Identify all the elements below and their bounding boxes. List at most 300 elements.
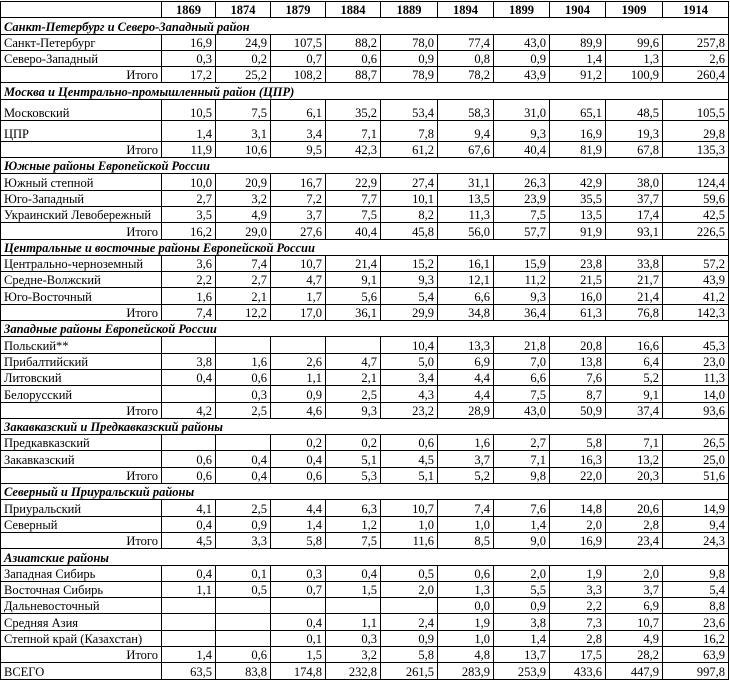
value-cell: 12,1	[438, 272, 494, 288]
value-cell: 2,0	[381, 581, 438, 597]
year-header: 1869	[162, 2, 216, 18]
value-cell: 2,0	[494, 565, 550, 581]
value-cell: 7,4	[438, 500, 494, 516]
value-cell: 16,3	[550, 451, 606, 467]
region-row	[1, 206, 729, 222]
value-cell: 1,0	[438, 630, 494, 646]
value-cell: 226,5	[663, 223, 729, 239]
value-cell: 14,0	[663, 386, 729, 402]
value-cell: 0,3	[271, 565, 326, 581]
value-cell: 8,5	[438, 532, 494, 548]
value-cell: 4,9	[606, 630, 663, 646]
value-cell: 7,5	[216, 99, 271, 120]
value-cell: 4,3	[381, 386, 438, 402]
value-cell	[162, 598, 216, 614]
value-cell: 260,4	[663, 67, 729, 83]
subtotal-label: Итого	[1, 402, 162, 418]
value-cell: 0,4	[271, 614, 326, 630]
value-cell: 7,5	[494, 386, 550, 402]
value-cell: 1,9	[550, 565, 606, 581]
value-cell: 16,0	[550, 288, 606, 304]
value-cell: 9,4	[663, 516, 729, 532]
subtotal-label: Итого	[1, 646, 162, 662]
section-header-row	[1, 321, 729, 337]
value-cell: 1,3	[606, 50, 663, 66]
value-cell: 48,5	[606, 99, 663, 120]
value-cell: 7,1	[494, 451, 550, 467]
grand-total-value: 253,9	[494, 663, 550, 679]
value-cell: 88,7	[326, 67, 381, 83]
value-cell: 3,3	[216, 532, 271, 548]
value-cell: 5,0	[381, 353, 438, 369]
value-cell	[162, 630, 216, 646]
value-cell: 13,7	[494, 646, 550, 662]
value-cell: 7,6	[550, 369, 606, 385]
region-label: Юго-Восточный	[1, 288, 162, 304]
value-cell: 0,6	[438, 565, 494, 581]
value-cell: 20,8	[550, 337, 606, 353]
value-cell: 1,9	[438, 614, 494, 630]
region-row	[1, 516, 729, 532]
value-cell: 43,0	[494, 402, 550, 418]
value-cell: 7,1	[606, 435, 663, 451]
value-cell: 59,6	[663, 190, 729, 206]
value-cell: 99,6	[606, 34, 663, 50]
value-cell: 1,5	[271, 646, 326, 662]
value-cell: 2,8	[550, 630, 606, 646]
value-cell: 11,9	[162, 141, 216, 157]
value-cell: 29,9	[381, 304, 438, 320]
value-cell: 4,9	[216, 206, 271, 222]
value-cell: 58,3	[438, 99, 494, 120]
value-cell: 3,2	[216, 190, 271, 206]
value-cell: 8,8	[663, 598, 729, 614]
subtotal-label: Итого	[1, 467, 162, 483]
value-cell: 2,1	[326, 369, 381, 385]
value-cell: 10,0	[162, 174, 216, 190]
value-cell: 108,2	[271, 67, 326, 83]
value-cell: 56,0	[438, 223, 494, 239]
section-header-row	[1, 484, 729, 500]
value-cell: 7,5	[326, 532, 381, 548]
value-cell: 2,8	[606, 516, 663, 532]
value-cell: 16,9	[550, 532, 606, 548]
value-cell: 93,6	[663, 402, 729, 418]
value-cell: 17,5	[550, 646, 606, 662]
value-cell: 135,3	[663, 141, 729, 157]
region-row	[1, 99, 729, 120]
value-cell: 12,2	[216, 304, 271, 320]
value-cell: 257,8	[663, 34, 729, 50]
subtotal-row	[1, 646, 729, 662]
value-cell: 11,3	[438, 206, 494, 222]
value-cell: 0,5	[381, 565, 438, 581]
year-header: 1874	[216, 2, 271, 18]
value-cell: 2,6	[271, 353, 326, 369]
grand-total-value: 283,9	[438, 663, 494, 679]
subtotal-label: Итого	[1, 223, 162, 239]
section-header-row	[1, 158, 729, 174]
value-cell: 0,2	[271, 435, 326, 451]
value-cell: 2,7	[216, 272, 271, 288]
value-cell: 23,0	[663, 353, 729, 369]
value-cell: 16,6	[606, 337, 663, 353]
value-cell: 23,8	[550, 255, 606, 271]
value-cell: 78,2	[438, 67, 494, 83]
value-cell: 25,0	[663, 451, 729, 467]
value-cell: 0,6	[216, 646, 271, 662]
value-cell: 9,3	[381, 272, 438, 288]
region-label: ЦПР	[1, 120, 162, 141]
value-cell: 67,8	[606, 141, 663, 157]
value-cell: 20,6	[606, 500, 663, 516]
value-cell: 0,6	[162, 467, 216, 483]
value-cell: 22,0	[550, 467, 606, 483]
value-cell: 35,2	[326, 99, 381, 120]
subtotal-row	[1, 532, 729, 548]
section-header-row	[1, 418, 729, 434]
value-cell: 77,4	[438, 34, 494, 50]
value-cell: 21,8	[494, 337, 550, 353]
value-cell: 13,5	[550, 206, 606, 222]
value-cell: 6,6	[438, 288, 494, 304]
section-header-row	[1, 239, 729, 255]
grand-total-value: 174,8	[271, 663, 326, 679]
value-cell: 8,2	[381, 206, 438, 222]
value-cell: 2,6	[663, 50, 729, 66]
region-label: Степной край (Казахстан)	[1, 630, 162, 646]
value-cell: 10,4	[381, 337, 438, 353]
value-cell: 24,9	[216, 34, 271, 50]
value-cell: 31,1	[438, 174, 494, 190]
value-cell: 45,3	[663, 337, 729, 353]
value-cell: 5,3	[326, 467, 381, 483]
value-cell: 3,4	[271, 120, 326, 141]
value-cell: 9,3	[494, 120, 550, 141]
value-cell	[162, 435, 216, 451]
value-cell: 45,8	[381, 223, 438, 239]
value-cell: 9,8	[663, 565, 729, 581]
year-header-row	[1, 2, 729, 18]
value-cell: 0,5	[216, 581, 271, 597]
value-cell: 3,2	[326, 646, 381, 662]
value-cell: 7,1	[326, 120, 381, 141]
value-cell	[216, 630, 271, 646]
value-cell: 142,3	[663, 304, 729, 320]
value-cell: 17,0	[271, 304, 326, 320]
value-cell: 2,0	[606, 565, 663, 581]
value-cell: 4,8	[438, 646, 494, 662]
value-cell: 5,8	[271, 532, 326, 548]
value-cell: 0,3	[162, 50, 216, 66]
value-cell: 16,1	[438, 255, 494, 271]
value-cell: 3,4	[381, 369, 438, 385]
value-cell: 13,3	[438, 337, 494, 353]
value-cell: 1,1	[271, 369, 326, 385]
grand-total-value: 63,5	[162, 663, 216, 679]
value-cell: 2,7	[162, 190, 216, 206]
value-cell: 67,6	[438, 141, 494, 157]
value-cell: 9,8	[494, 467, 550, 483]
region-label: Московский	[1, 99, 162, 120]
value-cell	[271, 337, 326, 353]
region-label: Средне-Волжский	[1, 272, 162, 288]
value-cell	[162, 337, 216, 353]
value-cell: 37,4	[606, 402, 663, 418]
region-row	[1, 565, 729, 581]
value-cell: 3,7	[438, 451, 494, 467]
value-cell: 14,8	[550, 500, 606, 516]
value-cell: 0,6	[162, 451, 216, 467]
value-cell: 4,4	[438, 369, 494, 385]
value-cell: 1,0	[381, 516, 438, 532]
value-cell: 19,3	[606, 120, 663, 141]
value-cell: 7,2	[271, 190, 326, 206]
value-cell: 9,1	[326, 272, 381, 288]
region-row	[1, 272, 729, 288]
value-cell: 16,9	[162, 34, 216, 50]
year-header: 1894	[438, 2, 494, 18]
value-cell: 7,0	[494, 353, 550, 369]
value-cell: 7,5	[494, 206, 550, 222]
subtotal-row	[1, 304, 729, 320]
value-cell: 2,4	[381, 614, 438, 630]
value-cell: 76,8	[606, 304, 663, 320]
grand-total-value: 997,8	[663, 663, 729, 679]
value-cell: 7,4	[216, 255, 271, 271]
value-cell: 23,9	[494, 190, 550, 206]
value-cell: 7,3	[550, 614, 606, 630]
value-cell: 1,7	[271, 288, 326, 304]
value-cell: 13,5	[438, 190, 494, 206]
year-header: 1879	[271, 2, 326, 18]
value-cell: 20,3	[606, 467, 663, 483]
value-cell: 36,4	[494, 304, 550, 320]
value-cell: 4,7	[271, 272, 326, 288]
section-header-row	[1, 18, 729, 34]
value-cell: 14,9	[663, 500, 729, 516]
value-cell: 0,0	[438, 598, 494, 614]
section-title: Центральные и восточные районы Европейской России	[1, 239, 729, 255]
section-title: Северный и Приуральский районы	[1, 484, 729, 500]
value-cell: 0,4	[162, 516, 216, 532]
value-cell: 5,8	[381, 646, 438, 662]
value-cell: 20,9	[216, 174, 271, 190]
value-cell: 0,7	[271, 50, 326, 66]
value-cell: 57,2	[663, 255, 729, 271]
value-cell: 2,5	[216, 402, 271, 418]
section-title: Западные районы Европейской России	[1, 321, 729, 337]
region-label: Литовский	[1, 369, 162, 385]
grand-total-value: 261,5	[381, 663, 438, 679]
value-cell: 1,6	[216, 353, 271, 369]
value-cell: 10,6	[216, 141, 271, 157]
year-header: 1914	[663, 2, 729, 18]
value-cell: 22,9	[326, 174, 381, 190]
value-cell: 91,2	[550, 67, 606, 83]
region-label: Средняя Азия	[1, 614, 162, 630]
value-cell: 0,2	[216, 50, 271, 66]
subtotal-row	[1, 402, 729, 418]
region-label: Закавказский	[1, 451, 162, 467]
value-cell: 9,4	[438, 120, 494, 141]
value-cell: 4,6	[271, 402, 326, 418]
value-cell: 27,6	[271, 223, 326, 239]
value-cell: 1,4	[494, 516, 550, 532]
value-cell: 93,1	[606, 223, 663, 239]
region-label: Восточная Сибирь	[1, 581, 162, 597]
value-cell: 0,1	[216, 565, 271, 581]
value-cell: 3,8	[494, 614, 550, 630]
value-cell: 5,4	[381, 288, 438, 304]
value-cell: 4,5	[381, 451, 438, 467]
value-cell: 5,6	[326, 288, 381, 304]
grand-total-value: 433,6	[550, 663, 606, 679]
region-row	[1, 598, 729, 614]
value-cell: 40,4	[326, 223, 381, 239]
value-cell: 9,3	[494, 288, 550, 304]
section-title: Южные районы Европейской России	[1, 158, 729, 174]
value-cell: 27,4	[381, 174, 438, 190]
value-cell: 16,7	[271, 174, 326, 190]
value-cell: 2,5	[326, 386, 381, 402]
subtotal-row	[1, 223, 729, 239]
value-cell: 1,4	[550, 50, 606, 66]
value-cell: 3,5	[162, 206, 216, 222]
value-cell: 78,9	[381, 67, 438, 83]
value-cell: 31,0	[494, 99, 550, 120]
value-cell: 6,9	[438, 353, 494, 369]
value-cell: 21,4	[606, 288, 663, 304]
value-cell: 89,9	[550, 34, 606, 50]
value-cell: 6,6	[494, 369, 550, 385]
value-cell: 61,3	[550, 304, 606, 320]
value-cell: 0,9	[494, 50, 550, 66]
value-cell: 10,1	[381, 190, 438, 206]
value-cell: 16,9	[550, 120, 606, 141]
value-cell: 23,6	[663, 614, 729, 630]
value-cell: 5,4	[663, 581, 729, 597]
value-cell: 6,3	[326, 500, 381, 516]
value-cell: 0,4	[162, 565, 216, 581]
subtotal-label: Итого	[1, 141, 162, 157]
value-cell: 5,1	[326, 451, 381, 467]
value-cell: 42,9	[550, 174, 606, 190]
value-cell: 88,2	[326, 34, 381, 50]
subtotal-label: Итого	[1, 67, 162, 83]
value-cell: 15,2	[381, 255, 438, 271]
section-header-row	[1, 549, 729, 565]
region-label: Южный степной	[1, 174, 162, 190]
region-label: Украинский Левобережный	[1, 206, 162, 222]
value-cell: 1,6	[438, 435, 494, 451]
year-header: 1884	[326, 2, 381, 18]
value-cell: 7,7	[326, 190, 381, 206]
value-cell: 0,4	[271, 451, 326, 467]
value-cell: 24,3	[663, 532, 729, 548]
section-title: Азиатские районы	[1, 549, 729, 565]
value-cell: 8,7	[550, 386, 606, 402]
value-cell: 124,4	[663, 174, 729, 190]
value-cell: 1,1	[162, 581, 216, 597]
value-cell: 57,7	[494, 223, 550, 239]
region-label: Предкавказский	[1, 435, 162, 451]
value-cell: 100,9	[606, 67, 663, 83]
value-cell: 40,4	[494, 141, 550, 157]
value-cell	[162, 614, 216, 630]
value-cell	[162, 386, 216, 402]
value-cell: 17,2	[162, 67, 216, 83]
region-row	[1, 386, 729, 402]
value-cell: 21,4	[326, 255, 381, 271]
value-cell: 1,2	[326, 516, 381, 532]
value-cell: 43,0	[494, 34, 550, 50]
value-cell: 7,8	[381, 120, 438, 141]
value-cell: 2,1	[216, 288, 271, 304]
value-cell: 42,3	[326, 141, 381, 157]
value-cell: 16,2	[162, 223, 216, 239]
value-cell	[216, 614, 271, 630]
section-title: Москва и Центрально-промышленный район (ЦПР)	[1, 83, 729, 99]
value-cell: 2,5	[216, 500, 271, 516]
value-cell: 61,2	[381, 141, 438, 157]
value-cell: 63,9	[663, 646, 729, 662]
statistics-table	[0, 1, 729, 680]
value-cell: 21,5	[550, 272, 606, 288]
region-row	[1, 288, 729, 304]
value-cell: 65,1	[550, 99, 606, 120]
value-cell: 4,1	[162, 500, 216, 516]
value-cell: 0,8	[438, 50, 494, 66]
value-cell: 0,4	[216, 451, 271, 467]
value-cell: 4,4	[271, 500, 326, 516]
value-cell	[326, 337, 381, 353]
value-cell: 0,3	[216, 386, 271, 402]
value-cell: 1,1	[326, 614, 381, 630]
value-cell: 11,6	[381, 532, 438, 548]
section-title: Санкт-Петербург и Северо-Западный район	[1, 18, 729, 34]
value-cell: 107,5	[271, 34, 326, 50]
value-cell: 13,8	[550, 353, 606, 369]
value-cell	[216, 598, 271, 614]
region-row	[1, 435, 729, 451]
value-cell: 3,1	[216, 120, 271, 141]
value-cell: 0,9	[494, 598, 550, 614]
value-cell: 91,9	[550, 223, 606, 239]
value-cell: 4,5	[162, 532, 216, 548]
region-label: Западная Сибирь	[1, 565, 162, 581]
value-cell: 11,3	[663, 369, 729, 385]
value-cell: 43,9	[663, 272, 729, 288]
region-label: Северо-Западный	[1, 50, 162, 66]
value-cell: 3,6	[162, 255, 216, 271]
value-cell: 5,8	[550, 435, 606, 451]
value-cell: 0,2	[326, 435, 381, 451]
value-cell: 0,6	[381, 435, 438, 451]
value-cell: 1,4	[271, 516, 326, 532]
value-cell: 1,4	[162, 120, 216, 141]
value-cell: 26,5	[663, 435, 729, 451]
region-label: Прибалтийский	[1, 353, 162, 369]
value-cell: 1,3	[438, 581, 494, 597]
value-cell: 0,6	[326, 50, 381, 66]
region-row	[1, 451, 729, 467]
region-row	[1, 614, 729, 630]
region-label: Юго-Западный	[1, 190, 162, 206]
value-cell: 35,5	[550, 190, 606, 206]
region-row	[1, 337, 729, 353]
value-cell: 9,3	[326, 402, 381, 418]
